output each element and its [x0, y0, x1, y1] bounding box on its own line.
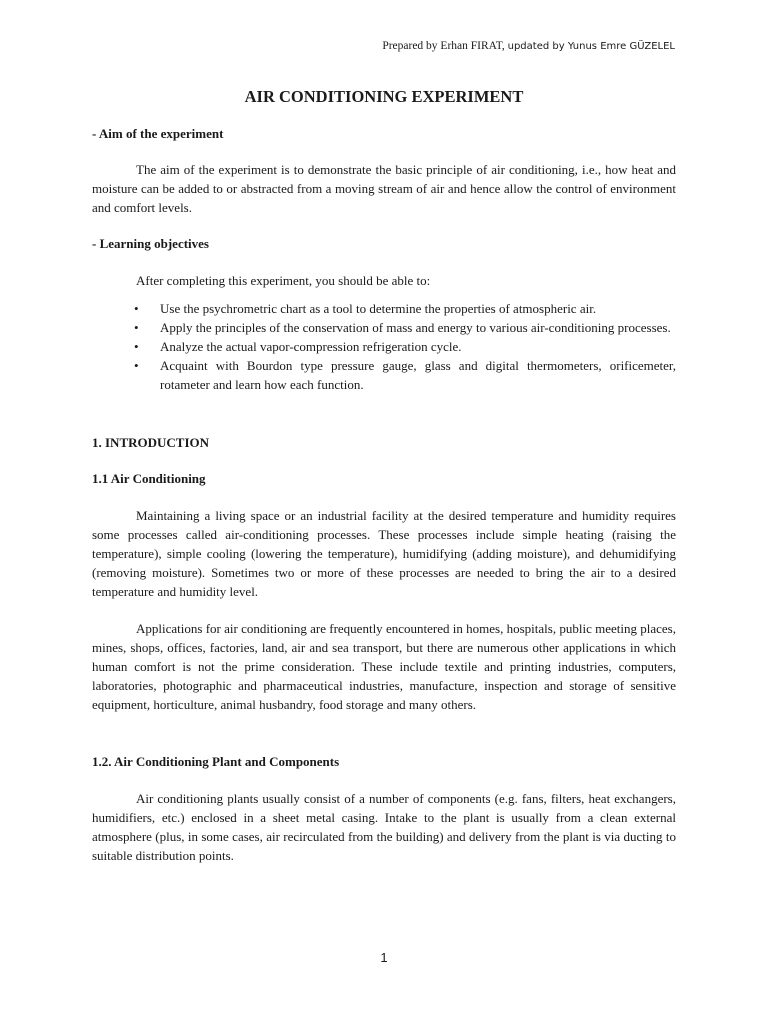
aim-section [92, 160, 676, 217]
list-item: • Use the psychrometric chart as a tool to determine the properties of atmospheric air. [134, 301, 597, 316]
plant-paragraph: Air conditioning plants usually consist of a number of components (e.g. fans, filters, heat exchangers, humidifiers, etc.) enclosed in a sheet metal casing. Intake to the plant is usually from a clean external atmosphere (plus, in some cases, air recirculated from the building) and delivery from the plant is via ducting to suitable distribution points. [92, 791, 676, 863]
air-conditioning-paragraph-1: Maintaining a living space or an industrial facility at the desired temperature and humidity requires some processes called air-conditioning processes. These processes include simple heating (raising the temperature), simple cooling (lowering the temperature), humidifying (adding moisture), and dehumidifying (removing moisture). Sometimes two or more of these processes are needed to bring the air to a desired temperature and humidity level. [92, 508, 676, 599]
bullet-icon: • [134, 339, 139, 354]
page-header [382, 40, 675, 52]
list-item: • Acquaint with Bourdon type pressure gauge, glass and digital thermometers, orificemeter, rotameter and learn how each function. [134, 358, 676, 392]
header-prepared: Prepared by Erhan FIRAT, [382, 40, 508, 52]
header-updated: updated by Yunus Emre GÜZELEL [507, 41, 675, 52]
objectives-intro: After completing this experiment, you should be able to: [136, 273, 431, 288]
air-conditioning-paragraph-2: Applications for air conditioning are frequently encountered in homes, hospitals, public meeting places, mines, shops, offices, factories, land, air and sea transport, but there are numerous other applications in which human comfort is not the prime consideration. These include textile and printing industries, computers, laboratories, photographic and pharmaceutical industries, manufacture, inspection and storage of sensitive equipment, horticulture, animal husbandry, food storage and many others. [92, 621, 676, 712]
list-item: • Analyze the actual vapor-compression refrigeration cycle. [134, 339, 462, 354]
aim-heading: - Aim of the experiment [92, 126, 224, 141]
introduction-heading: 1. INTRODUCTION [92, 435, 210, 450]
objectives-list [92, 299, 676, 394]
page-number: 1 [380, 950, 388, 965]
objectives-heading: - Learning objectives [92, 236, 209, 251]
aim-paragraph: The aim of the experiment is to demonstrate the basic principle of air conditioning, i.e., how heat and moisture can be added to or abstracted from a moving stream of air and hence allow the control of environment and comfort levels. [92, 162, 676, 215]
bullet-icon: • [134, 320, 139, 335]
air-conditioning-heading: 1.1 Air Conditioning [92, 471, 206, 486]
bullet-icon: • [134, 358, 139, 373]
list-item: • Apply the principles of the conservation of mass and energy to various air-conditioning processes. [134, 320, 671, 335]
plant-heading: 1.2. Air Conditioning Plant and Components [92, 754, 340, 769]
bullet-icon: • [134, 301, 139, 316]
document-title: AIR CONDITIONING EXPERIMENT [244, 87, 524, 106]
